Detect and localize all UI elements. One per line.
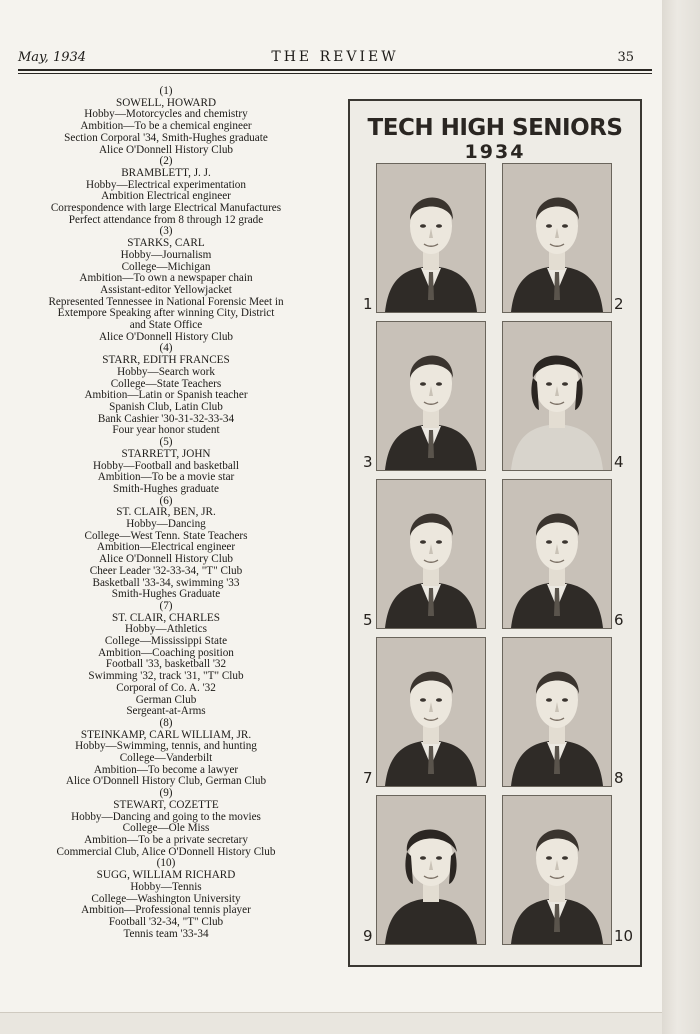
entry-detail-line: Represented Tennessee in National Forensic Meet in xyxy=(48,295,284,308)
entry-name: ST. CLAIR, BEN, JR. xyxy=(116,506,216,519)
entry-name: BRAMBLETT, J. J. xyxy=(121,166,211,179)
senior-portrait-7 xyxy=(376,637,486,787)
senior-portrait-9 xyxy=(376,795,486,945)
entry-detail-line: Ambition—Latin or Spanish teacher xyxy=(84,389,248,402)
entry-detail-line: Alice O'Donnell History Club, German Club xyxy=(65,775,267,788)
entry-number: (9) xyxy=(159,787,173,800)
header-date: May, 1934 xyxy=(18,50,87,65)
portrait-number-8: 8 xyxy=(614,769,624,787)
entry-detail-line: Correspondence with large Electrical Manufactures xyxy=(50,202,282,215)
entry-detail-line: Bank Cashier '30-31-32-33-34 xyxy=(97,412,235,425)
portrait-number-10: 10 xyxy=(614,927,634,945)
senior-portrait-8 xyxy=(502,637,612,787)
senior-portrait-2 xyxy=(502,163,612,313)
entry-detail-line: Commercial Club, Alice O'Donnell History Club xyxy=(56,845,276,858)
entry-detail-line: Ambition—To become a lawyer xyxy=(93,763,239,776)
entry-detail-line: Ambition—Electrical engineer xyxy=(96,541,236,554)
portrait-number-9: 9 xyxy=(363,927,373,945)
entry-number: (1) xyxy=(159,85,173,97)
portrait-number-1: 1 xyxy=(363,295,373,313)
entry-detail-line: Hobby—Journalism xyxy=(120,248,212,261)
entry-detail-line: Sergeant-at-Arms xyxy=(126,705,206,718)
entry-detail-line: and State Office xyxy=(129,319,203,332)
entry-detail-line: German Club xyxy=(135,693,197,706)
entry-detail-line: Ambition—To be a chemical engineer xyxy=(80,120,252,133)
entry-detail-line: Hobby—Dancing xyxy=(126,518,206,531)
portrait-number-5: 5 xyxy=(363,611,373,629)
entry-name: ST. CLAIR, CHARLES xyxy=(112,611,220,624)
entry-number: (8) xyxy=(159,716,173,729)
header-title: THE REVIEW xyxy=(271,49,399,65)
entry-detail-line: Spanish Club, Latin Club xyxy=(109,400,223,413)
entry-detail-line: Cheer Leader '32-33-34, "T" Club xyxy=(89,564,243,577)
portrait-number-4: 4 xyxy=(614,453,624,471)
entry-detail-line: Alice O'Donnell History Club xyxy=(98,553,234,566)
entry-detail-line: Hobby—Dancing and going to the movies xyxy=(71,810,261,823)
header-rule-thin xyxy=(18,73,652,74)
entry-detail-line: Ambition—Coaching position xyxy=(98,646,234,659)
entry-detail-line: Alice O'Donnell History Club xyxy=(98,143,234,156)
entry-detail-line: College—State Teachers xyxy=(110,377,222,390)
book-gutter xyxy=(662,0,700,1034)
entry-detail-line: College—Vanderbilt xyxy=(119,752,213,765)
senior-portrait-6 xyxy=(502,479,612,629)
entry-detail-line: Alice O'Donnell History Club xyxy=(98,330,234,343)
entry-number: (4) xyxy=(159,342,173,355)
entry-detail-line: Ambition—To be a movie star xyxy=(97,471,235,484)
entry-detail-line: Ambition—To be a private secretary xyxy=(84,834,248,846)
entry-detail-line: College—Michigan xyxy=(121,260,211,273)
entry-detail-line: Football '33, basketball '32 xyxy=(105,658,227,671)
entry-detail-line: Section Corporal '34, Smith-Hughes graduate xyxy=(64,131,268,144)
entry-detail-line: Hobby—Athletics xyxy=(124,623,208,636)
portrait-number-3: 3 xyxy=(363,453,373,471)
entry-detail-line: Hobby—Football and basketball xyxy=(92,459,240,472)
portrait-number-6: 6 xyxy=(614,611,624,629)
entry-detail-line: Ambition—Professional tennis player xyxy=(81,904,251,917)
entry-number: (10) xyxy=(156,857,176,870)
panel-year: 1934 xyxy=(464,141,526,163)
senior-portrait-4 xyxy=(502,321,612,471)
entry-detail-line: Hobby—Swimming, tennis, and hunting xyxy=(75,740,257,753)
entry-detail-line: College—West Tenn. State Teachers xyxy=(84,529,248,542)
senior-portrait-3 xyxy=(376,321,486,471)
entry-detail-line: Ambition—To own a newspaper chain xyxy=(79,272,253,285)
entry-name: STARR, EDITH FRANCES xyxy=(102,354,230,367)
entry-detail-line: College—Ole Miss xyxy=(122,822,210,835)
header-rule-thick xyxy=(18,69,652,71)
entry-detail-line: Hobby—Tennis xyxy=(130,880,202,893)
entry-detail-line: Hobby—Motorcycles and chemistry xyxy=(84,108,248,121)
entry-detail-line: Football '32-34, "T" Club xyxy=(108,915,224,928)
page-header xyxy=(18,48,652,70)
entry-name: STARRETT, JOHN xyxy=(121,447,211,460)
senior-portrait-5 xyxy=(376,479,486,629)
entry-number: (5) xyxy=(159,436,173,449)
entry-number: (2) xyxy=(159,155,173,168)
senior-portrait-1 xyxy=(376,163,486,313)
entry-detail-line: Smith-Hughes Graduate xyxy=(111,588,221,601)
entry-detail-line: Tennis team '33-34 xyxy=(123,927,209,940)
senior-bios-column xyxy=(16,86,316,940)
entry-detail-line: Hobby—Electrical experimentation xyxy=(86,178,246,191)
entry-detail-line: Basketball '33-34, swimming '33 xyxy=(92,576,240,589)
entry-name: SUGG, WILLIAM RICHARD xyxy=(96,869,236,882)
senior-portrait-10 xyxy=(502,795,612,945)
entry-detail-line: College—Washington University xyxy=(91,892,241,905)
entry-name: STEINKAMP, CARL WILLIAM, JR. xyxy=(80,728,252,741)
entry-number: (6) xyxy=(159,494,173,507)
entry-name: STARKS, CARL xyxy=(127,237,205,250)
entry-name: STEWART, COZETTE xyxy=(113,798,219,811)
entry-detail-line: Smith-Hughes graduate xyxy=(113,482,219,495)
entry-detail-line: Corporal of Co. A. '32 xyxy=(116,681,216,694)
entry-detail-line: Four year honor student xyxy=(112,424,220,437)
entry-detail-line: Assistant-editor Yellowjacket xyxy=(100,283,232,296)
portrait-number-2: 2 xyxy=(614,295,624,313)
entry-name: SOWELL, HOWARD xyxy=(115,96,217,109)
header-page-number: 35 xyxy=(617,50,634,65)
entry-detail-line: Hobby—Search work xyxy=(117,365,215,378)
senior-photo-panel xyxy=(348,99,642,967)
entry-detail-line: Perfect attendance from 8 through 12 grade xyxy=(68,213,264,226)
entry-number: (3) xyxy=(159,225,173,238)
portrait-number-7: 7 xyxy=(363,769,373,787)
entry-detail-line: Swimming '32, track '31, "T" Club xyxy=(88,670,244,683)
entry-number: (7) xyxy=(159,599,173,612)
entry-detail-line: Extempore Speaking after winning City, District xyxy=(57,307,275,320)
entry-detail-line: College—Mississippi State xyxy=(104,635,228,648)
entry-detail-line: Ambition Electrical engineer xyxy=(101,190,231,203)
panel-title: TECH HIGH SENIORS xyxy=(367,115,623,141)
